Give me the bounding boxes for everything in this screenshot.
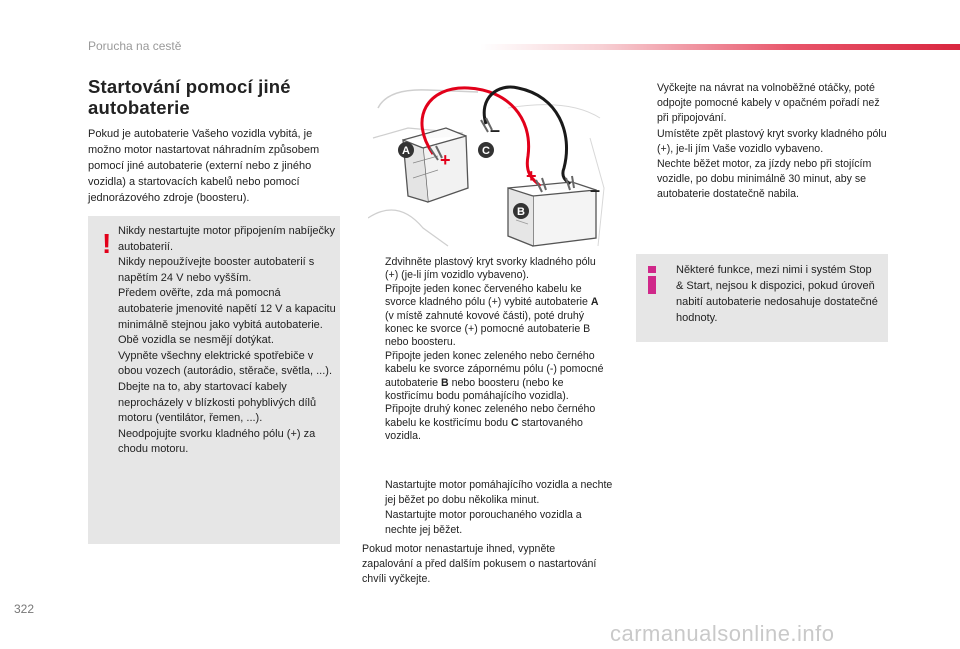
disconnect-steps-list (640, 81, 890, 203)
info-icon (648, 266, 656, 294)
warning-box (88, 216, 340, 544)
step-text: Připojte jeden konec červeného kabelu ke svorce kladného pólu (+) vybité autobaterie (385, 282, 591, 309)
step-text: Připojte jeden konec zeleného nebo černého kabelu ke svorce zápornému pólu (-) pomocné autobaterie (385, 349, 604, 389)
svg-text:B: B (517, 206, 525, 218)
step-text: Nastartujte motor pomáhajícího vozidla a nechte jej běžet po dobu několika minut. (385, 479, 613, 506)
page-number: 322 (14, 602, 35, 616)
info-box (636, 254, 888, 342)
warning-line: Dbejte na to, aby startovací kabely neprocházely v blízkosti pohyblivých dílů motoru (ventilátor, řemen, ...). (118, 380, 317, 425)
start-steps-list (368, 478, 613, 538)
step-text: nebo boosteru (nebo ke kostřicímu bodu pomáhajícího vozidla). (385, 376, 569, 403)
list-item (640, 127, 890, 157)
label-a (398, 142, 414, 158)
list-item (640, 81, 890, 127)
watermark: carmanualsonline.info (610, 621, 835, 646)
step-text: (v místě zahnuté kovové části), poté druhý konec ke svorce (+) pomocné autobaterie B nebo boosteru. (385, 309, 591, 349)
exclamation-icon: ! (102, 228, 112, 259)
step-text-bold: A (590, 296, 599, 309)
step-text: Nechte běžet motor, za jízdy nebo při stojícím vozidle, po dobu minimálně 30 minut, aby se autobaterie dostatečně nabila. (657, 158, 872, 201)
list-item (368, 478, 613, 508)
warning-line: Vypněte všechny elektrické spotřebiče v obou vozech (autorádio, stěrače, světla, ...). (118, 349, 333, 378)
connect-steps-list (368, 256, 608, 444)
warning-line: Nikdy nepoužívejte booster autobaterií s napětím 24 V nebo vyšším. (118, 256, 315, 284)
warning-line: Neodpojujte svorku kladného pólu (+) za chodu motoru. (118, 427, 316, 456)
step-text: Nastartujte motor porouchaného vozidla a nechte jej běžet. (385, 509, 582, 536)
minus-sign-a: – (490, 120, 501, 140)
list-item (368, 508, 613, 538)
svg-text:A: A (402, 145, 410, 157)
info-text: Některé funkce, mezi nimi i systém Stop & Start, nejsou k dispozici, pokud úroveň nabití autobaterie nedosahuje dostatečné hodnoty. (676, 264, 878, 324)
list-item (368, 283, 608, 350)
step-text: Připojte druhý konec zeleného nebo černého kabelu ke kostřicímu bodu (385, 403, 596, 429)
warning-line: Nikdy nestartujte motor připojením nabíječky autobaterií. (118, 225, 336, 253)
step-text: Vyčkejte na návrat na volnoběžné otáčky, poté odpojte pomocné kabely v opačném pořadí než při připojování. (657, 82, 880, 125)
chapter-title: Porucha na cestě (88, 39, 182, 53)
step-text-bold: B (440, 376, 449, 389)
list-item (640, 157, 890, 203)
warning-line: Předem ověřte, zda má pomocná autobaterie jmenovité napětí 12 V a kapacitu minimálně stejnou jako vybitá autobaterie. (118, 287, 336, 331)
warning-text (118, 224, 338, 458)
svg-text:C: C (482, 145, 490, 157)
warning-line: Obě vozidla se nesmějí dotýkat. (118, 334, 274, 347)
step-text: Zdvihněte plastový kryt svorky kladného pólu (+) (je-li jím vozidlo vybaveno). (385, 256, 596, 282)
step-text: startovaného vozidla. (385, 416, 583, 443)
jump-start-diagram (368, 78, 608, 250)
plus-sign-a: + (440, 150, 451, 170)
jump-start-illustration (368, 78, 608, 250)
list-item (368, 350, 608, 404)
list-item (368, 403, 608, 443)
plus-sign-b: + (526, 166, 537, 186)
step-text-bold: C (511, 416, 519, 429)
label-b (513, 203, 529, 219)
retry-note: Pokud motor nenastartuje ihned, vypněte zapalování a před dalším pokusem o nastartování chvíli vyčkejte. (362, 543, 597, 585)
step-text: Umístěte zpět plastový kryt svorky kladného pólu (+), je-li jím Vaše vozidlo vybaveno. (657, 127, 887, 155)
minus-sign-b: – (590, 180, 601, 200)
section-title: Startování pomocí jiné autobaterie (88, 76, 291, 118)
header-accent-bar (480, 44, 960, 50)
list-item (368, 256, 608, 283)
intro-paragraph: Pokud je autobaterie Vašeho vozidla vybitá, je možno motor nastartovat náhradním způsobem pomocí jiné autobaterie (externí nebo z jiného vozidla) a startovacích kabelů nebo pomocí jednorázového zdroje (boosteru). (88, 128, 320, 204)
label-c (478, 142, 494, 158)
